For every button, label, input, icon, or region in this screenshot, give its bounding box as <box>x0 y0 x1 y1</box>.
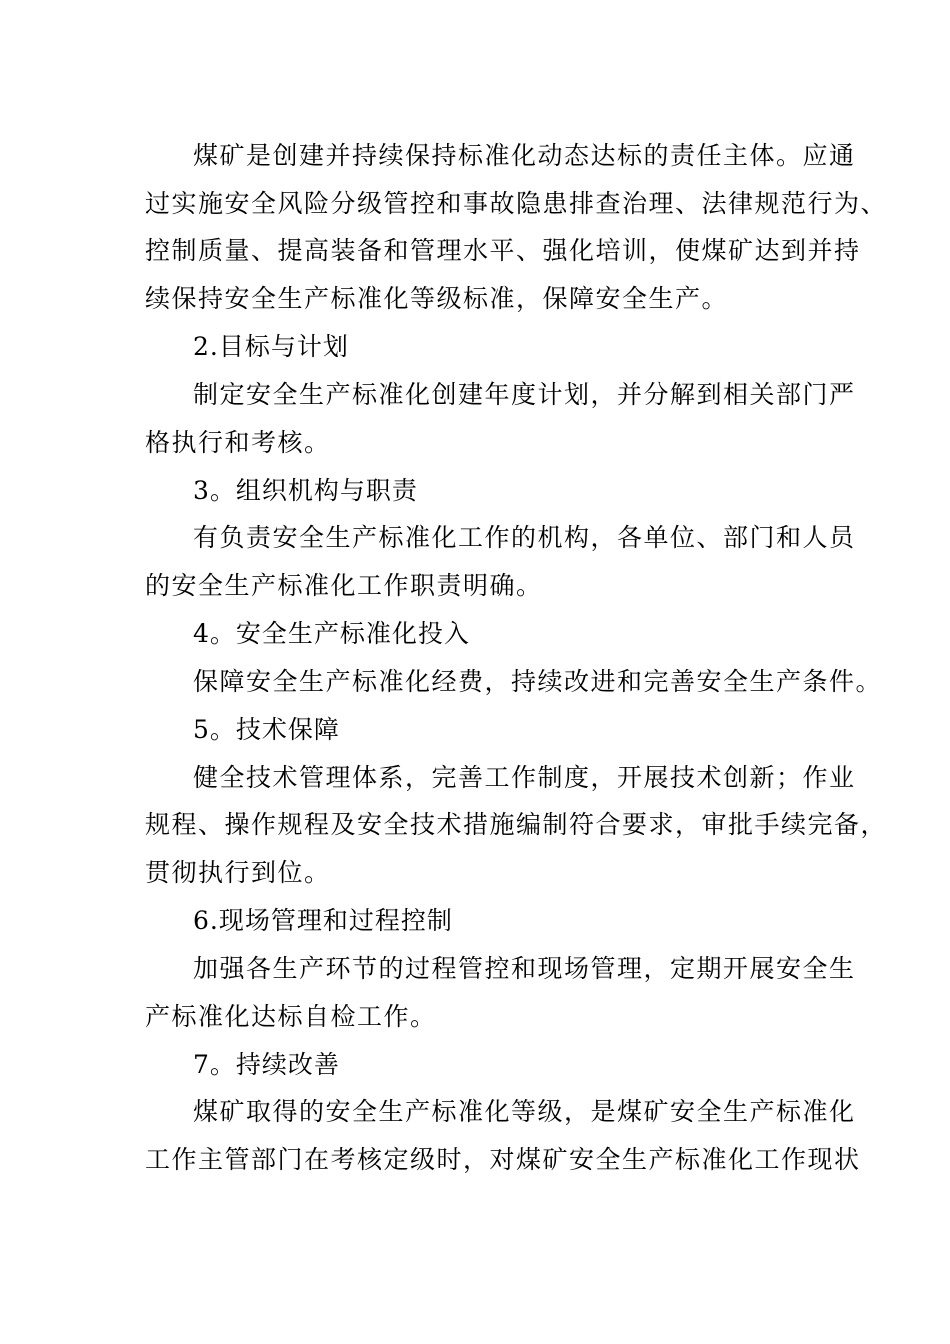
paragraph-line: 加强各生产环节的过程管控和现场管理，定期开展安全生 <box>193 954 856 983</box>
paragraph-line: 的安全生产标准化工作职责明确。 <box>145 571 543 600</box>
paragraph-line: 过实施安全风险分级管控和事故隐患排查治理、法律规范行为、 <box>145 189 888 218</box>
paragraph-line: 产标准化达标自检工作。 <box>145 1002 437 1031</box>
section-heading: 7。持续改善 <box>193 1050 340 1079</box>
section-heading: 5。技术保障 <box>193 715 340 744</box>
paragraph-line: 煤矿是创建并持续保持标准化动态达标的责任主体。应通 <box>193 141 856 170</box>
section-heading: 2.目标与计划 <box>193 332 349 361</box>
paragraph-line: 保障安全生产标准化经费，持续改进和完善安全生产条件。 <box>193 667 883 696</box>
paragraph-line: 健全技术管理体系，完善工作制度，开展技术创新；作业 <box>193 763 856 792</box>
paragraph-line: 格执行和考核。 <box>145 428 331 457</box>
paragraph-line: 续保持安全生产标准化等级标准，保障安全生产。 <box>145 284 729 313</box>
paragraph-line: 煤矿取得的安全生产标准化等级，是煤矿安全生产标准化 <box>193 1097 856 1126</box>
paragraph-line: 贯彻执行到位。 <box>145 858 331 887</box>
paragraph-line: 控制质量、提高装备和管理水平、强化培训，使煤矿达到并持 <box>145 236 861 265</box>
paragraph-line: 工作主管部门在考核定级时，对煤矿安全生产标准化工作现状 <box>145 1145 861 1174</box>
section-heading: 6.现场管理和过程控制 <box>193 906 453 935</box>
paragraph-line: 规程、操作规程及安全技术措施编制符合要求，审批手续完备， <box>145 810 888 839</box>
section-heading: 4。安全生产标准化投入 <box>193 619 470 648</box>
paragraph-line: 有负责安全生产标准化工作的机构，各单位、部门和人员 <box>193 523 856 552</box>
paragraph-line: 制定安全生产标准化创建年度计划，并分解到相关部门严 <box>193 380 856 409</box>
section-heading: 3。组织机构与职责 <box>193 476 418 505</box>
